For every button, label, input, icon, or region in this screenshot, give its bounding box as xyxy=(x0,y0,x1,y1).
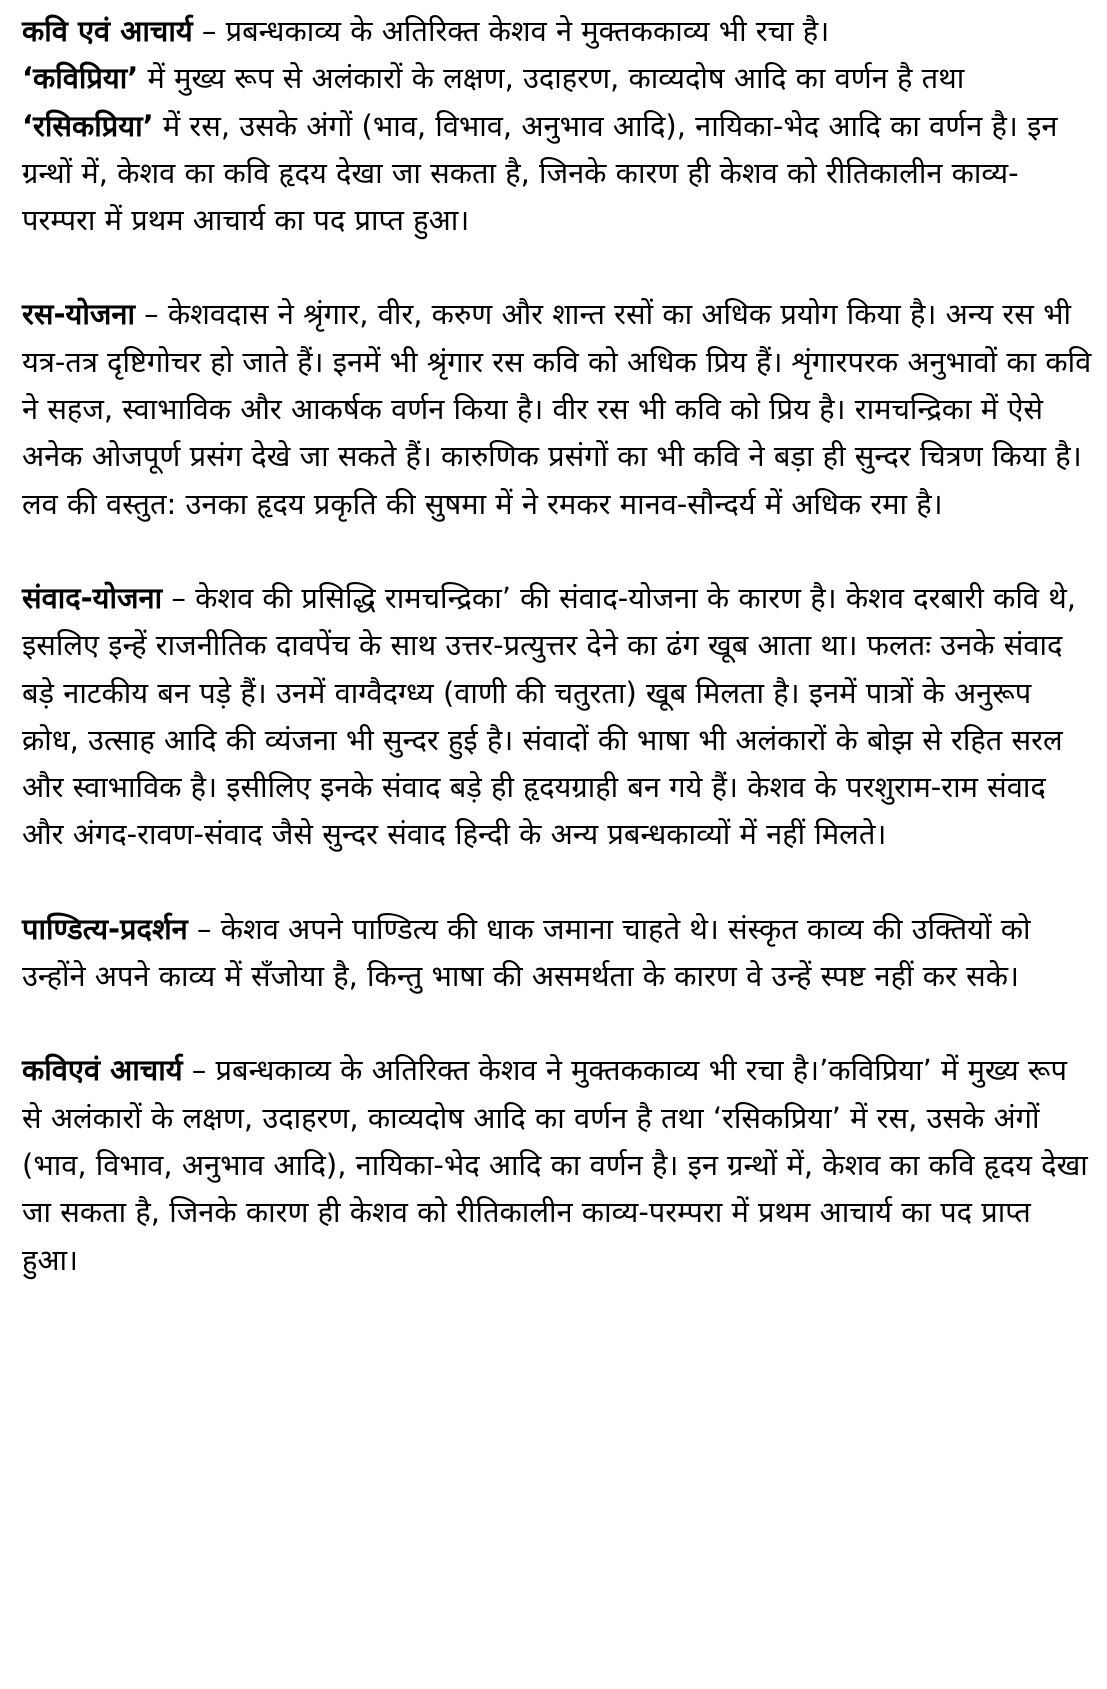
heading-dash: – xyxy=(192,14,226,48)
paragraph-text: में मुख्य रूप से अलंकारों के लक्षण, उदाहरण, काव्यदोष आदि का वर्णन है तथा xyxy=(138,61,965,96)
paragraph-heading: रस-योजना xyxy=(22,297,135,332)
paragraph-heading: कवि एवं आचार्य xyxy=(22,14,193,48)
paragraph-panditya-pradarshan xyxy=(22,906,1092,1001)
paragraph-kavi-evam-acharya-repeat xyxy=(22,1047,1092,1283)
paragraph-kavi-evam-acharya xyxy=(22,8,1092,244)
document-page xyxy=(22,8,1092,1284)
paragraph-samvad-yojana xyxy=(22,575,1092,859)
quoted-title-kavipriya: ‘कविप्रिया’ xyxy=(22,61,139,96)
heading-dash: – xyxy=(187,911,221,946)
paragraph-heading: पाण्डित्य-प्रदर्शन xyxy=(22,911,188,946)
paragraph-heading: कविएवं आचार्य xyxy=(22,1053,183,1088)
heading-dash: – xyxy=(162,580,196,615)
paragraph-text: केशवदास ने श्रृंगार, वीर, करुण और शान्त रसों का अधिक प्रयोग किया है। अन्य रस भी यत्र-तत्र दृष्टिगोचर हो जाते हैं। इनमें भी श्रृंगार रस कवि को अधिक प्रिय हैं। शृंगारपरक अनुभावों का कवि ने सहज, स्वाभाविक और आकर्षक वर्णन किया है। वीर रस भी कवि को प्रिय है। रामचन्द्रिका में ऐसे अनेक ओजपूर्ण प्रसंग देखे जा सकते हैं। कारुणिक प्रसंगों का भी कवि ने बड़ा ही सुन्दर चित्रण किया है। लव की वस्तुत: उनका हृदय प्रकृति की सुषमा में ने रमकर मानव-सौन्दर्य में अधिक रमा है। xyxy=(22,297,1092,521)
paragraph-heading: संवाद-योजना xyxy=(22,580,163,615)
paragraph-ras-yojana xyxy=(22,291,1092,527)
paragraph-text: केशव की प्रसिद्धि रामचन्द्रिका’ की संवाद-योजना के कारण है। केशव दरबारी कवि थे, इसलिए इन्हें राजनीतिक दावपेंच के साथ उत्तर-प्रत्युत्तर देने का ढंग खूब आता था। फलतः उनके संवाद बड़े नाटकीय बन पड़े हैं। उनमें वाग्वैदग्ध्य (वाणी की चतुरता) खूब मिलता है। इनमें पात्रों के अनुरूप क्रोध, उत्साह आदि की व्यंजना भी सुन्दर हुई है। संवादों की भाषा भी अलंकारों के बोझ से रहित सरल और स्वाभाविक है। इसीलिए इनके संवाद बड़े ही हृदयग्राही बन गये हैं। केशव के परशुराम-राम संवाद और अंगद-रावण-संवाद जैसे सुन्दर संवाद हिन्दी के अन्य प्रबन्धकाव्यों में नहीं मिलते। xyxy=(22,580,1076,852)
quoted-title-rasikpriya: ‘रसिकप्रिया’ xyxy=(22,108,154,143)
paragraph-text: में रस, उसके अंगों (भाव, विभाव, अनुभाव आदि), नायिका-भेद आदि का वर्णन है। इन ग्रन्थों में, केशव का कवि हृदय देखा जा सकता है, जिनके कारण ही केशव को रीतिकालीन काव्य-परम्परा में प्रथम आचार्य का पद प्राप्त हुआ। xyxy=(22,108,1058,238)
paragraph-text: केशव अपने पाण्डित्य की धाक जमाना चाहते थे। संस्कृत काव्य की उक्तियों को उन्होंने अपने काव्य में सँजोया है, किन्तु भाषा की असमर्थता के कारण वे उन्हें स्पष्ट नहीं कर सके। xyxy=(22,911,1031,994)
paragraph-text: प्रबन्धकाव्य के अतिरिक्त केशव ने मुक्तककाव्य भी रचा है। xyxy=(225,14,830,48)
paragraph-text: प्रबन्धकाव्य के अतिरिक्त केशव ने मुक्तककाव्य भी रचा है।’कविप्रिया’ में मुख्य रूप से अलंकारों के लक्षण, उदाहरण, काव्यदोष आदि का वर्णन है तथा ‘रसिकप्रिया’ में रस, उसके अंगों (भाव, विभाव, अनुभाव आदि), नायिका-भेद आदि का वर्णन है। इन ग्रन्थों में, केशव का कवि हृदय देखा जा सकता है, जिनके कारण ही केशव को रीतिकालीन काव्य-परम्परा में प्रथम आचार्य का पद प्राप्त हुआ। xyxy=(22,1053,1088,1277)
heading-dash: – xyxy=(134,297,168,332)
heading-dash: – xyxy=(182,1053,216,1088)
